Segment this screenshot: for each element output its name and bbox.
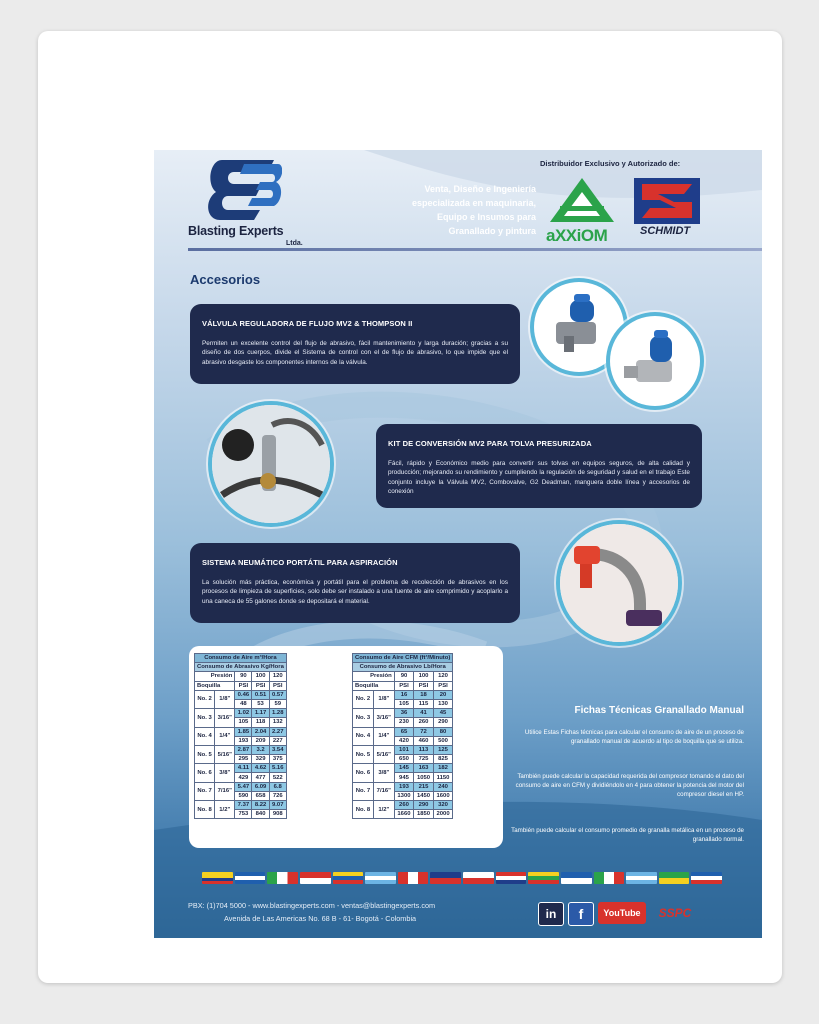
- nozzle-size: 3/16": [215, 709, 235, 727]
- air-value: 0.46: [235, 690, 252, 699]
- linkedin-icon[interactable]: in: [538, 902, 564, 926]
- abrasive-value: 2000: [433, 810, 453, 819]
- nozzle-size: 1/4": [373, 727, 394, 745]
- abrasive-value: 105: [394, 699, 414, 708]
- unit-cell: PSI: [269, 681, 286, 690]
- product-title: KIT DE CONVERSIÓN MV2 PARA TOLVA PRESURIZADA: [388, 439, 592, 448]
- nozzle-number: No. 6: [195, 764, 215, 782]
- unit-row: [195, 681, 287, 690]
- nozzle-label: Boquilla: [195, 681, 235, 690]
- air-value: 8.22: [252, 801, 269, 810]
- table-heading: Consumo de Abrasivo Kg/Hora: [195, 663, 287, 672]
- abrasive-value: 1300: [394, 791, 414, 800]
- table-row: [353, 690, 453, 699]
- flag-icon: [430, 872, 461, 884]
- air-value: 145: [394, 764, 414, 773]
- document-card: [38, 31, 782, 983]
- unit-cell: PSI: [394, 681, 414, 690]
- table-row: [195, 690, 287, 699]
- pressure-value: 100: [252, 672, 269, 681]
- abrasive-value: 945: [394, 773, 414, 782]
- blasting-experts-logo: [174, 156, 314, 248]
- flag-icon: [267, 872, 298, 884]
- abrasive-value: 753: [235, 810, 252, 819]
- nozzle-number: No. 3: [353, 709, 374, 727]
- air-value: 80: [433, 727, 453, 736]
- nozzle-size: 1/4": [215, 727, 235, 745]
- pressure-value: 120: [433, 672, 453, 681]
- nozzle-number: No. 4: [353, 727, 374, 745]
- tagline-line: Granallado y pintura: [448, 226, 536, 236]
- product-card-valve: [190, 304, 520, 384]
- nozzle-number: No. 4: [195, 727, 215, 745]
- table-row: [353, 764, 453, 773]
- unit-cell: PSI: [235, 681, 252, 690]
- abrasive-value: 500: [433, 736, 453, 745]
- nozzle-number: No. 8: [195, 801, 215, 819]
- abrasive-value: 260: [414, 718, 434, 727]
- air-value: 20: [433, 690, 453, 699]
- air-value: 5.47: [235, 782, 252, 791]
- sspc-logo: SSPC: [658, 906, 692, 920]
- pressure-value: 90: [394, 672, 414, 681]
- flag-icon: [659, 872, 690, 884]
- abrasive-value: 1850: [414, 810, 434, 819]
- tagline-line: Venta, Diseño e Ingeniería: [424, 184, 536, 194]
- unit-cell: PSI: [414, 681, 434, 690]
- abrasive-value: 59: [269, 699, 286, 708]
- abrasive-value: 840: [252, 810, 269, 819]
- air-value: 9.07: [269, 801, 286, 810]
- unit-cell: PSI: [433, 681, 453, 690]
- product-title: VÁLVULA REGULADORA DE FLUJO MV2 & THOMPSON II: [202, 319, 413, 328]
- flag-icon: [594, 872, 625, 884]
- nozzle-size: 1/8": [373, 690, 394, 708]
- fichas-paragraph: También puede calcular la capacidad requerida del compresor tomando el dato del consumo de aire en CFM y dividiéndolo en 4 para obtener la potencia del motor del compresor diesel en HP.: [515, 773, 744, 798]
- tagline: [350, 182, 536, 238]
- unit-row: [353, 681, 453, 690]
- table-header-row: [353, 663, 453, 672]
- product-card-conversion-kit: [376, 424, 702, 508]
- abrasive-value: 1450: [414, 791, 434, 800]
- pressure-row: [195, 672, 287, 681]
- nozzle-number: No. 7: [195, 782, 215, 800]
- distributor-label: Distribuidor Exclusivo y Autorizado de:: [540, 159, 681, 168]
- nozzle-size: 5/16": [215, 745, 235, 763]
- abrasive-value: 1600: [433, 791, 453, 800]
- abrasive-value: 522: [269, 773, 286, 782]
- nozzle-label: Boquilla: [353, 681, 395, 690]
- abrasive-value: 48: [235, 699, 252, 708]
- air-value: 45: [433, 709, 453, 718]
- abrasive-value: 420: [394, 736, 414, 745]
- nozzle-number: No. 7: [353, 782, 374, 800]
- vacuum-hose-icon: [560, 524, 678, 642]
- air-value: 113: [414, 745, 434, 754]
- be-logo-icon: [204, 156, 282, 222]
- flag-icon: [333, 872, 364, 884]
- table-row: [195, 764, 287, 773]
- air-value: 1.85: [235, 727, 252, 736]
- contact-info: [188, 899, 435, 925]
- abrasive-value: 658: [252, 791, 269, 800]
- table-header-row: [195, 654, 287, 663]
- abrasive-value: 1050: [414, 773, 434, 782]
- nozzle-number: No. 3: [195, 709, 215, 727]
- fichas-paragraph: Utilice Estas Fichas técnicas para calcular el consumo de aire de un proceso de granallado manual de acuerdo al tipo de boquilla que se utiliza.: [524, 729, 744, 745]
- nozzle-number: No. 2: [353, 690, 374, 708]
- air-value: 320: [433, 801, 453, 810]
- brand-suffix: Ltda.: [286, 240, 303, 247]
- air-value: 18: [414, 690, 434, 699]
- nozzle-size: 3/8": [373, 764, 394, 782]
- vacuum-system-photo: [560, 524, 678, 642]
- air-value: 3.54: [269, 745, 286, 754]
- air-value: 72: [414, 727, 434, 736]
- pressure-label: Presión: [353, 672, 395, 681]
- abrasive-value: 118: [252, 718, 269, 727]
- product-description: La solución más práctica, económica y portátil para el problema de recolección de abrasivos en los procesos de limpieza de superficies, solo debe ser instalado a una fuente de aire comprimido y acoplarlo a una caneca de 55 galones donde se depositará el material.: [202, 579, 508, 605]
- flag-icon: [561, 872, 592, 884]
- air-value: 260: [394, 801, 414, 810]
- abrasive-value: 227: [269, 736, 286, 745]
- air-value: 163: [414, 764, 434, 773]
- air-value: 193: [394, 782, 414, 791]
- air-value: 4.62: [252, 764, 269, 773]
- conversion-kit-photo: [212, 405, 330, 523]
- table-header-row: [195, 663, 287, 672]
- fichas-title: Fichas Técnicas Granallado Manual: [574, 705, 744, 716]
- product-title: SISTEMA NEUMÁTICO PORTÁTIL PARA ASPIRACIÓN: [202, 558, 398, 567]
- nozzle-number: No. 6: [353, 764, 374, 782]
- abrasive-value: 375: [269, 755, 286, 764]
- abrasive-value: 329: [252, 755, 269, 764]
- partner-axxiom-name: aXXiOM: [546, 226, 608, 245]
- nozzle-size: 1/2": [215, 801, 235, 819]
- air-value: 0.57: [269, 690, 286, 699]
- flag-icon: [528, 872, 559, 884]
- nozzle-size: 1/2": [373, 801, 394, 819]
- air-value: 1.17: [252, 709, 269, 718]
- abrasive-value: 105: [235, 718, 252, 727]
- flag-icon: [235, 872, 266, 884]
- air-value: 125: [433, 745, 453, 754]
- flag-icon: [398, 872, 429, 884]
- abrasive-value: 477: [252, 773, 269, 782]
- flag-icon: [365, 872, 396, 884]
- unit-cell: PSI: [252, 681, 269, 690]
- table-heading: Consumo de Abrasivo Lb/Hora: [353, 663, 453, 672]
- partner-schmidt-name: SCHMIDT: [640, 225, 691, 237]
- abrasive-value: 825: [433, 755, 453, 764]
- schmidt-logo: [634, 178, 706, 242]
- nozzle-size: 3/8": [215, 764, 235, 782]
- abrasive-value: 650: [394, 755, 414, 764]
- contact-line: PBX: (1)704 5000 - www.blastingexperts.com - ventas@blastingexperts.com: [188, 901, 436, 910]
- flag-icon: [202, 872, 233, 884]
- table-row: [353, 709, 453, 718]
- air-value: 41: [414, 709, 434, 718]
- pressure-value: 120: [269, 672, 286, 681]
- table-row: [195, 709, 287, 718]
- abrasive-value: 590: [235, 791, 252, 800]
- air-value: 2.87: [235, 745, 252, 754]
- abrasive-value: 1150: [433, 773, 453, 782]
- air-value: 2.27: [269, 727, 286, 736]
- flag-icon: [463, 872, 494, 884]
- nozzle-number: No. 2: [195, 690, 215, 708]
- air-value: 65: [394, 727, 414, 736]
- product-card-vacuum-system: [190, 543, 520, 623]
- axxiom-logo: [546, 176, 618, 244]
- table-row: [195, 727, 287, 736]
- nozzle-number: No. 5: [353, 745, 374, 763]
- imperial-consumption-table: [352, 653, 453, 819]
- section-title: Accesorios: [190, 272, 261, 287]
- abrasive-value: 132: [269, 718, 286, 727]
- flyer-page: [154, 150, 762, 938]
- pressure-label: Presión: [195, 672, 235, 681]
- air-value: 290: [414, 801, 434, 810]
- air-value: 101: [394, 745, 414, 754]
- pressure-value: 100: [414, 672, 434, 681]
- flag-icon: [626, 872, 657, 884]
- air-value: 0.51: [252, 690, 269, 699]
- tagline-line: especializada en maquinaria,: [411, 198, 536, 208]
- table-row: [195, 782, 287, 791]
- nozzle-number: No. 8: [353, 801, 374, 819]
- nozzle-number: No. 5: [195, 745, 215, 763]
- youtube-icon[interactable]: YouTube: [598, 902, 646, 924]
- nozzle-size: 5/16": [373, 745, 394, 763]
- metric-consumption-table: [194, 653, 287, 819]
- air-value: 2.04: [252, 727, 269, 736]
- product-description: Fácil, rápido y Económico medio para convertir sus tolvas en equipos seguros, de alta calidad y producción; mejorando su rendimiento y cumpliendo la regulación de seguridad y salud en el trabajo Este conjunto incluye la Válvula MV2, Combovalve, G2 Deadman, manguera doble línea y accesorios de conexión: [388, 460, 690, 496]
- table-row: [353, 782, 453, 791]
- country-flags-strip: [202, 872, 722, 884]
- axxiom-triangle-icon: [546, 176, 618, 226]
- fichas-paragraph: También puede calcular el consumo promedio de granalla metálica en un proceso de granallado normal.: [511, 827, 744, 843]
- air-value: 240: [433, 782, 453, 791]
- air-value: 1.02: [235, 709, 252, 718]
- air-value: 3.2: [252, 745, 269, 754]
- abrasive-value: 130: [433, 699, 453, 708]
- table-row: [353, 801, 453, 810]
- air-value: 5.16: [269, 764, 286, 773]
- nozzle-size: 7/16": [215, 782, 235, 800]
- facebook-icon[interactable]: f: [568, 902, 594, 926]
- air-value: 6.8: [269, 782, 286, 791]
- abrasive-value: 460: [414, 736, 434, 745]
- abrasive-value: 193: [235, 736, 252, 745]
- abrasive-value: 726: [269, 791, 286, 800]
- air-value: 36: [394, 709, 414, 718]
- air-value: 182: [433, 764, 453, 773]
- abrasive-value: 725: [414, 755, 434, 764]
- brand-name: Blasting Experts: [188, 224, 284, 238]
- product-description: Permiten un excelente control del flujo de abrasivo, fácil mantenimiento y larga duración; gracias a su diseño de dos cuerpos, divide el Sistema de control con el de flujo de abrasivo, lo que impide que el abrasivo desgaste los componentes internos de la válvula.: [202, 340, 508, 366]
- abrasive-value: 230: [394, 718, 414, 727]
- abrasive-value: 53: [252, 699, 269, 708]
- table-heading: Consumo de Aire CFM (ft³/Minuto): [353, 654, 453, 663]
- table-heading: Consumo de Aire m³/Hora: [195, 654, 287, 663]
- table-row: [195, 801, 287, 810]
- technical-tables: [189, 646, 503, 848]
- hose-fittings-icon: [212, 405, 330, 523]
- abrasive-value: 295: [235, 755, 252, 764]
- abrasive-value: 908: [269, 810, 286, 819]
- flag-icon: [300, 872, 331, 884]
- table-row: [353, 727, 453, 736]
- abrasive-value: 209: [252, 736, 269, 745]
- air-value: 4.11: [235, 764, 252, 773]
- contact-address: Avenida de Las Americas No. 68 B - 61- Bogotá - Colombia: [224, 914, 417, 923]
- valve-icon: [610, 316, 700, 406]
- tagline-line: Equipo e Insumos para: [436, 212, 536, 222]
- abrasive-value: 1660: [394, 810, 414, 819]
- air-value: 6.09: [252, 782, 269, 791]
- header-divider: [188, 248, 762, 251]
- table-row: [195, 745, 287, 754]
- nozzle-size: 1/8": [215, 690, 235, 708]
- nozzle-size: 3/16": [373, 709, 394, 727]
- air-value: 16: [394, 690, 414, 699]
- air-value: 7.37: [235, 801, 252, 810]
- valve-photo-2: [610, 316, 700, 406]
- abrasive-value: 290: [433, 718, 453, 727]
- air-value: 1.28: [269, 709, 286, 718]
- table-header-row: [353, 654, 453, 663]
- pressure-row: [353, 672, 453, 681]
- flag-icon: [496, 872, 527, 884]
- nozzle-size: 7/16": [373, 782, 394, 800]
- schmidt-s-icon: [634, 178, 700, 224]
- pressure-value: 90: [235, 672, 252, 681]
- table-row: [353, 745, 453, 754]
- air-value: 215: [414, 782, 434, 791]
- abrasive-value: 429: [235, 773, 252, 782]
- abrasive-value: 115: [414, 699, 434, 708]
- flag-icon: [691, 872, 722, 884]
